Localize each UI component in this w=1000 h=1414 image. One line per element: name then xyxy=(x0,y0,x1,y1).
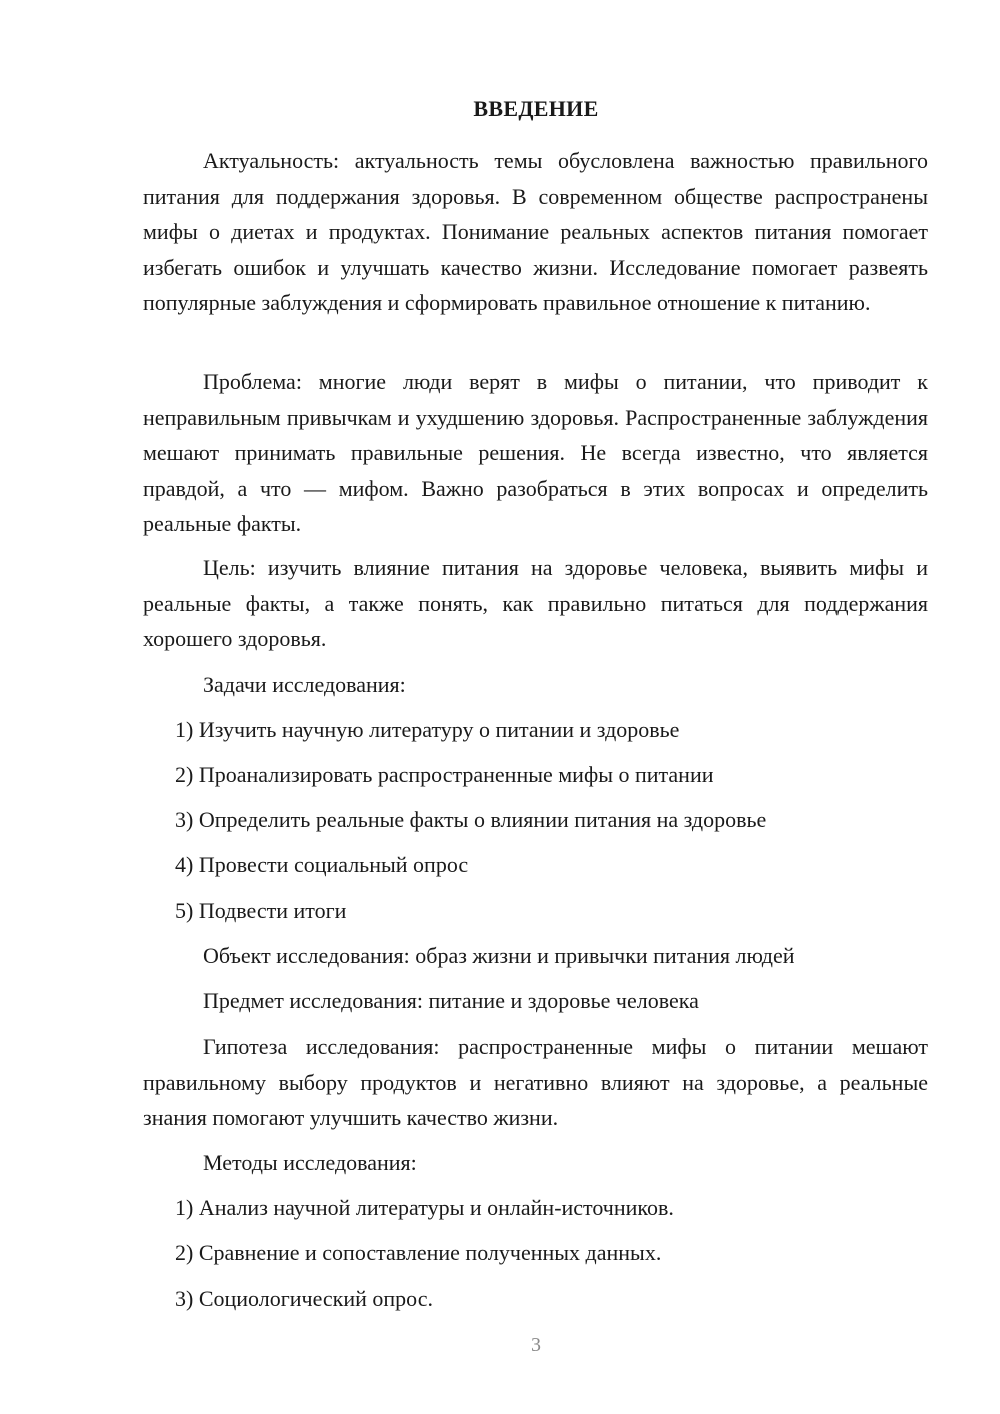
methods-heading: Методы исследования: xyxy=(203,1150,417,1175)
hypothesis-paragraph: Гипотеза исследования: распространенные мифы о питании мешают правильному выбору продуктов и негативно влияют на здоровье, а реальные знания помогают улучшить качество жизни. xyxy=(143,1034,928,1130)
relevance-paragraph: Актуальность: актуальность темы обусловлена важностью правильного питания для поддержания здоровья. В современном обществе распространены мифы о диетах и продуктах. Понимание реальных аспектов питания помогает избегать ошибок и улучшать качество жизни. Исследование помогает развеять популярные заблуждения и сформировать правильное отношение к питанию. xyxy=(143,148,928,315)
tasks-heading: Задачи исследования: xyxy=(203,672,406,697)
research-subject: Предмет исследования: питание и здоровье человека xyxy=(203,988,699,1013)
method-item: 3) Социологический опрос. xyxy=(175,1286,433,1311)
goal-paragraph: Цель: изучить влияние питания на здоровье человека, выявить мифы и реальные факты, а также понять, как правильно питаться для поддержания хорошего здоровья. xyxy=(143,555,928,651)
page-number: 3 xyxy=(531,1334,541,1356)
method-item: 2) Сравнение и сопоставление полученных данных. xyxy=(175,1240,662,1265)
task-item: 4) Провести социальный опрос xyxy=(175,852,469,877)
task-item: 2) Проанализировать распространенные мифы о питании xyxy=(175,762,714,787)
section-title: ВВЕДЕНИЕ xyxy=(473,96,599,121)
task-item: 1) Изучить научную литературу о питании и здоровье xyxy=(175,717,680,742)
problem-paragraph: Проблема: многие люди верят в мифы о питании, что приводит к неправильным привычкам и ухудшению здоровья. Распространенные заблуждения мешают принимать правильные решения. Не всегда известно, что является правдой, а что — мифом. Важно разобраться в этих вопросах и определить реальные факты. xyxy=(143,369,928,536)
task-item: 3) Определить реальные факты о влиянии питания на здоровье xyxy=(175,807,767,832)
task-item: 5) Подвести итоги xyxy=(175,898,347,923)
method-item: 1) Анализ научной литературы и онлайн-источников. xyxy=(175,1195,674,1220)
research-object: Объект исследования: образ жизни и привычки питания людей xyxy=(203,943,795,968)
